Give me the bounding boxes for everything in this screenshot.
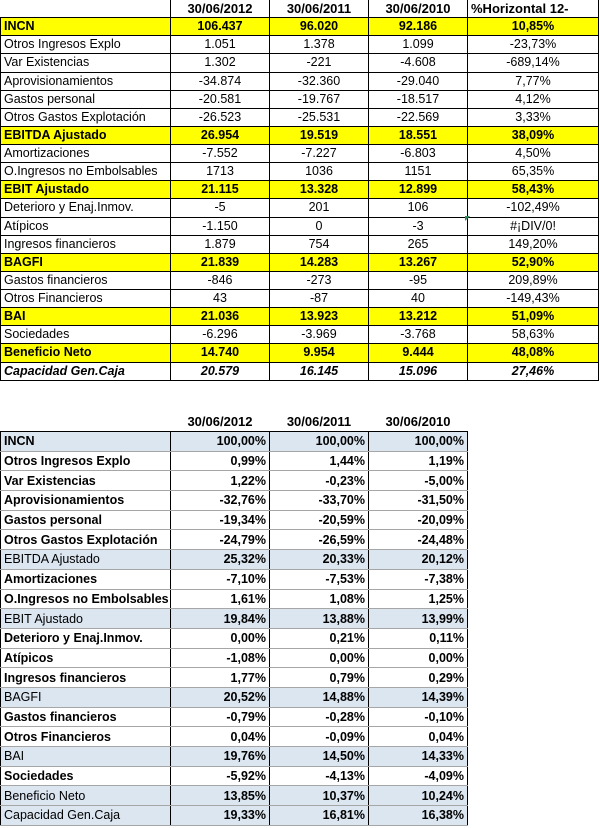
value-cell[interactable]: 1151 <box>369 163 468 181</box>
value-cell[interactable]: 1.051 <box>171 36 270 54</box>
value-cell[interactable]: 1.302 <box>171 54 270 72</box>
percent-cell[interactable]: 14,33% <box>369 747 468 767</box>
table-row <box>1 569 468 589</box>
value-cell[interactable]: 12.899 <box>369 181 468 199</box>
value-cell[interactable]: 1.879 <box>171 235 270 253</box>
row-label[interactable]: Otros Gastos Explotación <box>1 530 171 550</box>
value-cell[interactable]: 26.954 <box>171 126 270 144</box>
table-row <box>1 344 599 362</box>
table-row <box>1 510 468 530</box>
value-cell[interactable]: #¡DIV/0! <box>468 217 599 235</box>
table-row <box>1 145 599 163</box>
table-row <box>1 108 599 126</box>
value-cell[interactable]: 14.283 <box>270 253 369 271</box>
row-label[interactable]: Capacidad Gen.Caja <box>1 806 171 826</box>
value-cell[interactable]: 51,09% <box>468 308 599 326</box>
row-label[interactable]: EBIT Ajustado <box>1 609 171 629</box>
row-label[interactable]: INCN <box>1 18 171 36</box>
value-cell[interactable]: 27,46% <box>468 362 599 380</box>
value-cell[interactable]: 13.267 <box>369 253 468 271</box>
value-cell[interactable]: -26.523 <box>171 108 270 126</box>
value-cell[interactable]: 13.923 <box>270 308 369 326</box>
value-cell[interactable]: -3.768 <box>369 326 468 344</box>
value-cell[interactable]: -32.360 <box>270 72 369 90</box>
table-row <box>1 217 599 235</box>
row-label[interactable]: BAI <box>1 308 171 326</box>
value-cell[interactable]: -102,49% <box>468 199 599 217</box>
percent-cell[interactable]: -20,09% <box>369 510 468 530</box>
percent-cell[interactable]: -4,13% <box>270 766 369 786</box>
cell-comment-marker <box>465 216 470 221</box>
value-cell[interactable]: 4,12% <box>468 90 599 108</box>
table-row <box>1 766 468 786</box>
table-row <box>1 181 599 199</box>
percent-cell[interactable]: 25,32% <box>171 550 270 570</box>
row-label[interactable]: O.Ingresos no Embolsables <box>1 163 171 181</box>
table-row <box>1 451 468 471</box>
value-cell[interactable]: -19.767 <box>270 90 369 108</box>
row-label[interactable]: Amortizaciones <box>1 569 171 589</box>
value-cell[interactable]: 20.579 <box>171 362 270 380</box>
percent-cell[interactable]: -0,23% <box>270 471 369 491</box>
value-cell[interactable]: 14.740 <box>171 344 270 362</box>
table-row <box>1 199 599 217</box>
percent-cell[interactable]: -20,59% <box>270 510 369 530</box>
value-cell[interactable]: -6.803 <box>369 145 468 163</box>
value-cell[interactable]: 201 <box>270 199 369 217</box>
percent-cell[interactable]: -19,34% <box>171 510 270 530</box>
value-cell[interactable]: -23,73% <box>468 36 599 54</box>
table-row <box>1 806 468 826</box>
row-label[interactable]: Atípicos <box>1 648 171 668</box>
row-label[interactable]: Ingresos financieros <box>1 668 171 688</box>
value-cell[interactable]: -7.552 <box>171 145 270 163</box>
table-row <box>1 589 468 609</box>
value-cell[interactable]: -149,43% <box>468 290 599 308</box>
value-cell[interactable]: 40 <box>369 290 468 308</box>
percent-cell[interactable]: 20,12% <box>369 550 468 570</box>
header-row <box>1 0 599 18</box>
table-row <box>1 126 599 144</box>
value-cell[interactable]: -20.581 <box>171 90 270 108</box>
value-cell[interactable]: 18.551 <box>369 126 468 144</box>
column-header[interactable]: 30/06/2012 <box>171 0 270 18</box>
value-cell[interactable]: 754 <box>270 235 369 253</box>
row-label[interactable]: O.Ingresos no Embolsables <box>1 589 171 609</box>
percent-cell[interactable]: 1,77% <box>171 668 270 688</box>
row-label[interactable]: Otros Ingresos Explo <box>1 36 171 54</box>
percent-cell[interactable]: 19,84% <box>171 609 270 629</box>
row-label[interactable]: Gastos financieros <box>1 707 171 727</box>
row-label[interactable]: Beneficio Neto <box>1 344 171 362</box>
column-header[interactable]: 30/06/2011 <box>270 412 369 432</box>
percent-cell[interactable]: 0,04% <box>369 727 468 747</box>
row-label[interactable]: Aprovisionamientos <box>1 491 171 511</box>
value-cell[interactable]: 1713 <box>171 163 270 181</box>
value-cell[interactable]: 96.020 <box>270 18 369 36</box>
table-row <box>1 18 599 36</box>
header-row <box>1 412 468 432</box>
row-label[interactable]: Var Existencias <box>1 54 171 72</box>
value-cell[interactable]: 19.519 <box>270 126 369 144</box>
row-label[interactable]: BAGFI <box>1 253 171 271</box>
table-row <box>1 471 468 491</box>
row-label[interactable]: Deterioro y Enaj.Inmov. <box>1 628 171 648</box>
table-row <box>1 432 468 452</box>
table-row <box>1 308 599 326</box>
value-cell[interactable]: 21.115 <box>171 181 270 199</box>
value-cell[interactable]: 9.954 <box>270 344 369 362</box>
percent-cell[interactable]: 1,22% <box>171 471 270 491</box>
value-cell[interactable]: 13.212 <box>369 308 468 326</box>
percent-cell[interactable]: 10,37% <box>270 786 369 806</box>
percent-cell[interactable]: 14,39% <box>369 687 468 707</box>
row-label[interactable]: Gastos financieros <box>1 271 171 289</box>
value-cell[interactable]: -5 <box>171 199 270 217</box>
table-row <box>1 235 599 253</box>
row-label[interactable]: Otros Ingresos Explo <box>1 451 171 471</box>
value-cell[interactable]: 3,33% <box>468 108 599 126</box>
row-label[interactable]: EBITDA Ajustado <box>1 126 171 144</box>
value-cell[interactable]: 209,89% <box>468 271 599 289</box>
value-cell[interactable]: 13.328 <box>270 181 369 199</box>
value-cell[interactable]: -3 <box>369 217 468 235</box>
table-row <box>1 36 599 54</box>
value-cell[interactable]: 65,35% <box>468 163 599 181</box>
percent-cell[interactable]: 19,33% <box>171 806 270 826</box>
percent-cell[interactable]: -31,50% <box>369 491 468 511</box>
value-cell[interactable]: 1036 <box>270 163 369 181</box>
value-cell[interactable]: 149,20% <box>468 235 599 253</box>
percent-cell[interactable]: 14,50% <box>270 747 369 767</box>
table-row <box>1 491 468 511</box>
percent-cell[interactable]: -7,10% <box>171 569 270 589</box>
value-cell[interactable]: -689,14% <box>468 54 599 72</box>
percent-cell[interactable]: 16,38% <box>369 806 468 826</box>
value-cell[interactable]: 1.099 <box>369 36 468 54</box>
percent-cell[interactable]: 14,88% <box>270 687 369 707</box>
column-header[interactable]: 30/06/2010 <box>369 412 468 432</box>
percent-cell[interactable]: 1,19% <box>369 451 468 471</box>
value-cell[interactable]: -18.517 <box>369 90 468 108</box>
percent-cell[interactable]: -0,10% <box>369 707 468 727</box>
table-row <box>1 72 599 90</box>
table-row <box>1 290 599 308</box>
column-header[interactable]: 30/06/2010 <box>369 0 468 18</box>
value-cell[interactable]: -221 <box>270 54 369 72</box>
value-cell[interactable]: -6.296 <box>171 326 270 344</box>
table-row <box>1 687 468 707</box>
percent-cell[interactable]: -26,59% <box>270 530 369 550</box>
table-row <box>1 628 468 648</box>
percent-cell[interactable]: 1,08% <box>270 589 369 609</box>
row-label[interactable]: Aprovisionamientos <box>1 72 171 90</box>
row-label[interactable]: BAI <box>1 747 171 767</box>
table-row <box>1 609 468 629</box>
value-cell[interactable]: 9.444 <box>369 344 468 362</box>
row-label[interactable]: Otros Gastos Explotación <box>1 108 171 126</box>
percent-cell[interactable]: 0,04% <box>171 727 270 747</box>
table-row <box>1 727 468 747</box>
percent-cell[interactable]: 1,44% <box>270 451 369 471</box>
value-cell[interactable]: 58,63% <box>468 326 599 344</box>
percent-cell[interactable]: 0,29% <box>369 668 468 688</box>
row-label[interactable]: Capacidad Gen.Caja <box>1 362 171 380</box>
value-cell[interactable]: -4.608 <box>369 54 468 72</box>
percent-cell[interactable]: 0,11% <box>369 628 468 648</box>
row-label[interactable]: Beneficio Neto <box>1 786 171 806</box>
row-label[interactable]: Otros Financieros <box>1 290 171 308</box>
table-row <box>1 326 599 344</box>
row-label[interactable]: Atípicos <box>1 217 171 235</box>
row-label[interactable]: Ingresos financieros <box>1 235 171 253</box>
table-row <box>1 786 468 806</box>
row-label[interactable]: Sociedades <box>1 766 171 786</box>
row-label[interactable]: EBITDA Ajustado <box>1 550 171 570</box>
percent-cell[interactable]: -0,79% <box>171 707 270 727</box>
table-row <box>1 54 599 72</box>
value-cell[interactable]: 52,90% <box>468 253 599 271</box>
value-cell[interactable]: 0 <box>270 217 369 235</box>
table-row <box>1 163 599 181</box>
percent-cell[interactable]: -33,70% <box>270 491 369 511</box>
percent-cell[interactable]: -1,08% <box>171 648 270 668</box>
table-row <box>1 747 468 767</box>
percent-cell[interactable]: 0,79% <box>270 668 369 688</box>
value-cell[interactable]: 10,85% <box>468 18 599 36</box>
header-blank-cell <box>1 0 171 18</box>
percent-cell[interactable]: 100,00% <box>270 432 369 452</box>
value-cell[interactable]: 7,77% <box>468 72 599 90</box>
row-label[interactable]: Gastos personal <box>1 510 171 530</box>
percent-cell[interactable]: 16,81% <box>270 806 369 826</box>
value-cell[interactable]: 38,09% <box>468 126 599 144</box>
value-cell[interactable]: 21.036 <box>171 308 270 326</box>
percent-cell[interactable]: -5,00% <box>369 471 468 491</box>
percent-cell[interactable]: 19,76% <box>171 747 270 767</box>
percentage-table <box>0 412 468 826</box>
value-cell[interactable]: -87 <box>270 290 369 308</box>
value-cell[interactable]: 265 <box>369 235 468 253</box>
value-cell[interactable]: -3.969 <box>270 326 369 344</box>
value-cell[interactable]: -273 <box>270 271 369 289</box>
value-cell[interactable]: 1.378 <box>270 36 369 54</box>
value-cell[interactable]: 43 <box>171 290 270 308</box>
percent-cell[interactable]: 0,00% <box>171 628 270 648</box>
percent-cell[interactable]: 100,00% <box>369 432 468 452</box>
value-cell[interactable]: -22.569 <box>369 108 468 126</box>
row-label[interactable]: Sociedades <box>1 326 171 344</box>
row-label[interactable]: BAGFI <box>1 687 171 707</box>
value-cell[interactable]: -34.874 <box>171 72 270 90</box>
percent-cell[interactable]: -24,79% <box>171 530 270 550</box>
percent-cell[interactable]: 1,25% <box>369 589 468 609</box>
row-label[interactable]: Gastos personal <box>1 90 171 108</box>
row-label[interactable]: Amortizaciones <box>1 145 171 163</box>
percent-cell[interactable]: 13,85% <box>171 786 270 806</box>
value-cell[interactable]: 92.186 <box>369 18 468 36</box>
table-row <box>1 550 468 570</box>
row-label[interactable]: Var Existencias <box>1 471 171 491</box>
table-row <box>1 707 468 727</box>
row-label[interactable]: Deterioro y Enaj.Inmov. <box>1 199 171 217</box>
percent-cell[interactable]: -0,28% <box>270 707 369 727</box>
column-header[interactable]: 30/06/2011 <box>270 0 369 18</box>
value-cell[interactable]: -29.040 <box>369 72 468 90</box>
percent-cell[interactable]: 1,61% <box>171 589 270 609</box>
table-row <box>1 648 468 668</box>
value-cell[interactable]: 21.839 <box>171 253 270 271</box>
value-cell[interactable]: 106.437 <box>171 18 270 36</box>
value-cell[interactable]: 106 <box>369 199 468 217</box>
percent-cell[interactable]: 0,00% <box>270 648 369 668</box>
value-cell[interactable]: -95 <box>369 271 468 289</box>
percent-cell[interactable]: -0,09% <box>270 727 369 747</box>
table-row <box>1 271 599 289</box>
percent-cell[interactable]: 13,99% <box>369 609 468 629</box>
percent-cell[interactable]: 0,21% <box>270 628 369 648</box>
percent-cell[interactable]: 0,99% <box>171 451 270 471</box>
percent-cell[interactable]: -32,76% <box>171 491 270 511</box>
percent-cell[interactable]: 20,52% <box>171 687 270 707</box>
column-header[interactable]: %Horizontal 12- <box>468 0 599 18</box>
value-cell[interactable]: -1.150 <box>171 217 270 235</box>
value-cell[interactable]: -25.531 <box>270 108 369 126</box>
table-row <box>1 668 468 688</box>
value-cell[interactable]: -846 <box>171 271 270 289</box>
value-cell[interactable]: 16.145 <box>270 362 369 380</box>
percent-cell[interactable]: -4,09% <box>369 766 468 786</box>
absolute-values-table <box>0 0 599 381</box>
header-blank-cell <box>1 412 171 432</box>
table-row <box>1 362 599 380</box>
value-cell[interactable]: 4,50% <box>468 145 599 163</box>
percent-cell[interactable]: 20,33% <box>270 550 369 570</box>
row-label[interactable]: Otros Financieros <box>1 727 171 747</box>
value-cell[interactable]: -7.227 <box>270 145 369 163</box>
percent-cell[interactable]: -7,38% <box>369 569 468 589</box>
table-row <box>1 530 468 550</box>
value-cell[interactable]: 15.096 <box>369 362 468 380</box>
percent-cell[interactable]: 100,00% <box>171 432 270 452</box>
percent-cell[interactable]: 0,00% <box>369 648 468 668</box>
percent-cell[interactable]: -24,48% <box>369 530 468 550</box>
value-cell[interactable]: 58,43% <box>468 181 599 199</box>
percent-cell[interactable]: 13,88% <box>270 609 369 629</box>
percent-cell[interactable]: 10,24% <box>369 786 468 806</box>
column-header[interactable]: 30/06/2012 <box>171 412 270 432</box>
row-label[interactable]: INCN <box>1 432 171 452</box>
value-cell[interactable]: 48,08% <box>468 344 599 362</box>
row-label[interactable]: EBIT Ajustado <box>1 181 171 199</box>
table-row <box>1 90 599 108</box>
percent-cell[interactable]: -7,53% <box>270 569 369 589</box>
percent-cell[interactable]: -5,92% <box>171 766 270 786</box>
table-row <box>1 253 599 271</box>
